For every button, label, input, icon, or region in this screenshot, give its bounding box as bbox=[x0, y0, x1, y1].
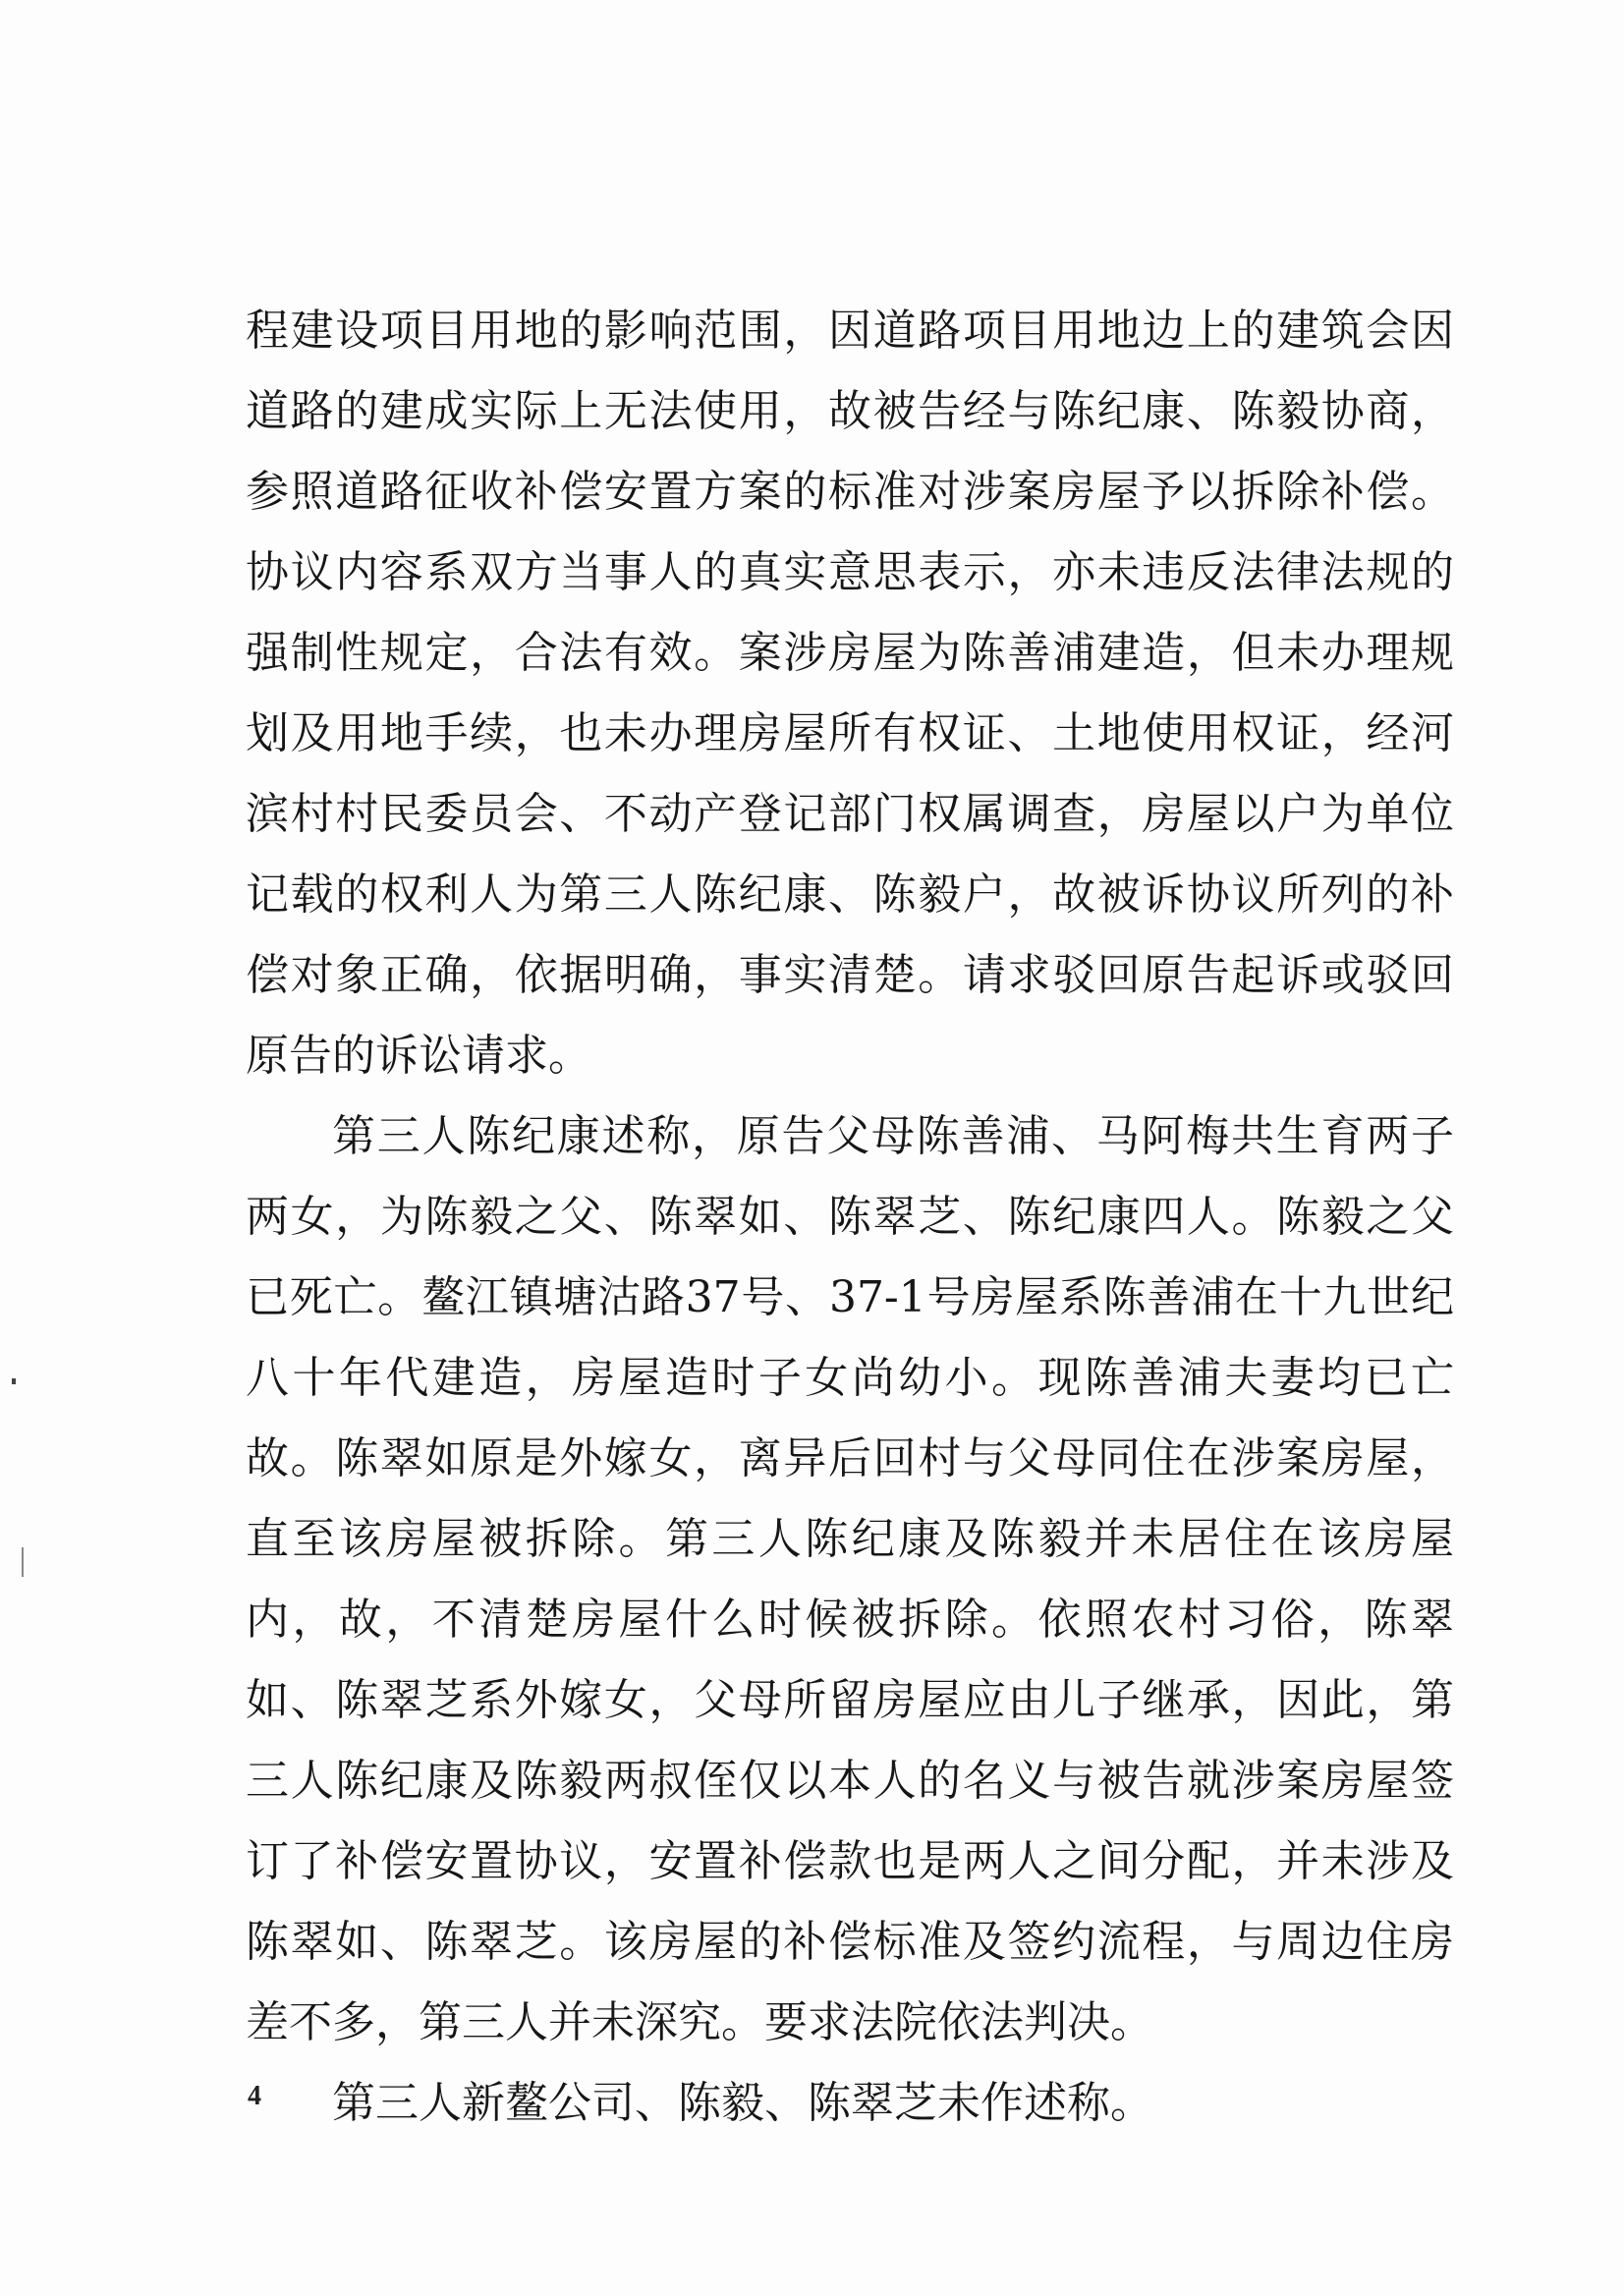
scan-artifact-mark bbox=[12, 1378, 16, 1384]
document-body bbox=[246, 291, 1454, 2144]
page-number: 4 bbox=[248, 2081, 261, 2111]
scan-artifact-line bbox=[22, 1547, 24, 1577]
paragraph-no-statement: 第三人新鳌公司、陈毅、陈翠芝未作述称。 bbox=[332, 2078, 1153, 2128]
paragraph-continued: 程建设项目用地的影响范围，因道路项目用地边上的建筑会因道路的建成实际上无法使用，故被告经与陈纪康、陈毅协商，参照道路征收补偿安置方案的标准对涉案房屋予以拆除补偿。协议内容系双方当事人的真实意思表示，亦未违反法律法规的强制性规定，合法有效。案涉房屋为陈善浦建造，但未办理规划及用地手续，也未办理房屋所有权证、土地使用权证，经河滨村村民委员会、不动产登记部门权属调查，房屋以户为单位记载的权利人为第三人陈纪康、陈毅户，故被诉协议所列的补偿对象正确，依据明确，事实清楚。请求驳回原告起诉或驳回原告的诉讼请求。 bbox=[246, 306, 1454, 1081]
paragraph-third-party-statement: 第三人陈纪康述称，原告父母陈善浦、马阿梅共生育两子两女，为陈毅之父、陈翠如、陈翠芝、陈纪康四人。陈毅之父已死亡。鳌江镇塘沽路37号、37-1号房屋系陈善浦在十九世纪八十年代建造，房屋造时子女尚幼小。现陈善浦夫妻均已亡故。陈翠如原是外嫁女，离异后回村与父母同住在涉案房屋，直至该房屋被拆除。第三人陈纪康及陈毅并未居住在该房屋内，故，不清楚房屋什么时候被拆除。依照农村习俗，陈翠如、陈翠芝系外嫁女，父母所留房屋应由儿子继承，因此，第三人陈纪康及陈毅两叔侄仅以本人的名义与被告就涉案房屋签订了补偿安置协议，安置补偿款也是两人之间分配，并未涉及陈翠如、陈翠芝。该房屋的补偿标准及签约流程，与周边住房差不多，第三人并未深究。要求法院依法判决。 bbox=[246, 1111, 1454, 2047]
